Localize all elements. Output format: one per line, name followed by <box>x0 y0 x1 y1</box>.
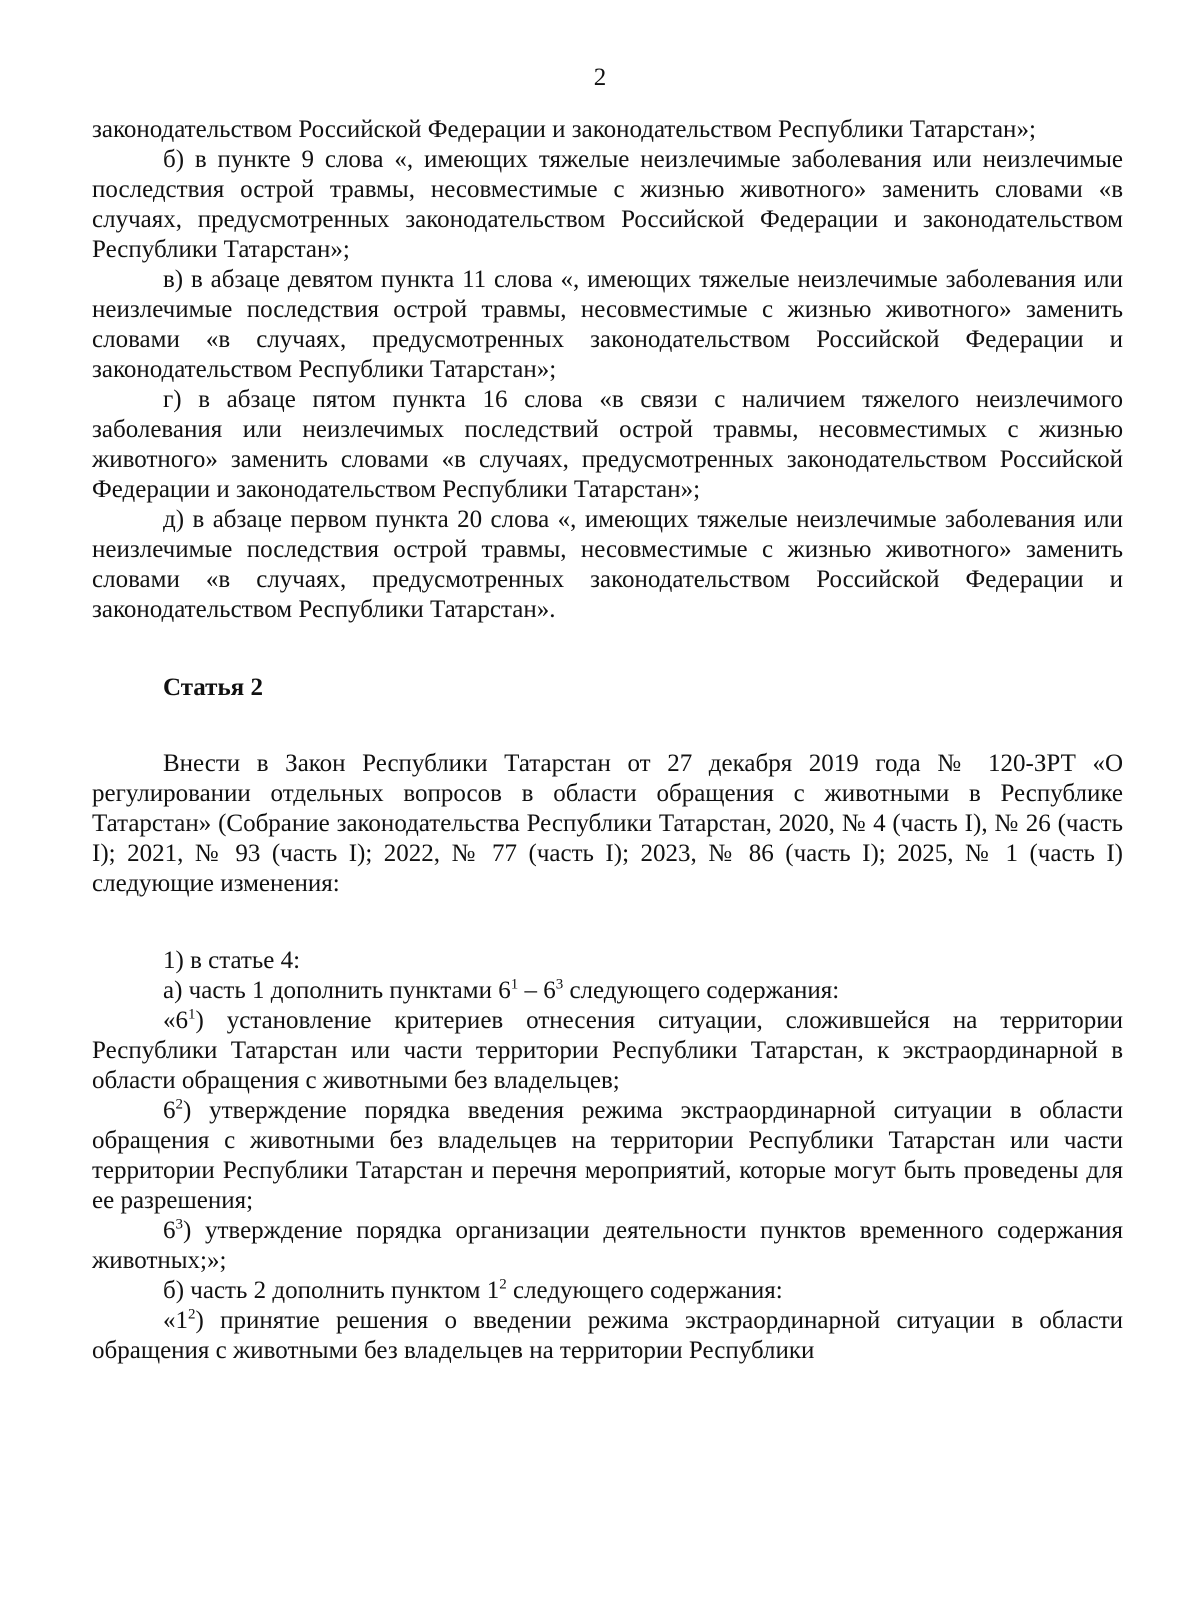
article-heading: Статья 2 <box>163 674 263 701</box>
point-1-2-num: «1 <box>163 1307 188 1334</box>
item-a-post: следующего содержания: <box>563 977 840 1004</box>
paragraph-continuation: законодательством Российской Федерации и законодательством Республики Татарстан»; <box>92 116 1036 143</box>
item-a-sup-1: 1 <box>510 976 519 993</box>
document-body <box>92 115 1123 1366</box>
point-6-1 <box>92 1006 1123 1096</box>
point-6-2-text: ) утверждение порядка введения режима экстраординарной ситуации в области обращения с животными без владельцев на территории Республики Татарстан или части территории Республики Татарстан и перечня мероприятий, которые могут быть проведены для ее разрешения; <box>92 1097 1123 1214</box>
point-6-2 <box>92 1096 1123 1216</box>
item-a-mid: – 6 <box>518 977 556 1004</box>
point-6-1-sup: 1 <box>188 1006 196 1023</box>
point-6-1-text: ) установление критериев отнесения ситуации, сложившейся на территории Республики Татарстан или части территории Республики Татарстан, к экстраординарной в области обращения с животными без владельцев; <box>92 1007 1123 1094</box>
point-6-1-num: «6 <box>163 1007 188 1034</box>
point-6-3-text: ) утверждение порядка организации деятельности пунктов временного содержания животных;»; <box>92 1217 1123 1274</box>
item-b <box>92 1276 1123 1306</box>
paragraph-subitem-d: д) в абзаце первом пункта 20 слова «, имеющих тяжелые неизлечимые заболевания или неизлечимые последствия острой травмы, несовместимые с жизнью животного» заменить словами «в случаях, предусмотренных законодательством Российской Федерации и законодательством Республики Татарстан». <box>92 506 1123 623</box>
point-1-2-text: ) принятие решения о введении режима экстраординарной ситуации в области обращения с животными без владельцев на территории Республики <box>92 1307 1123 1364</box>
item-b-text: б) часть 2 дополнить пунктом 1 <box>163 1277 500 1304</box>
paragraph-subitem-g: г) в абзаце пятом пункта 16 слова «в связи с наличием тяжелого неизлечимого заболевания или неизлечимых последствий острой травмы, несовместимых с жизнью животного» заменить словами «в случаях, предусмотренных законодательством Российской Федерации и законодательством Республики Татарстан»; <box>92 386 1123 503</box>
paragraph-subitem-v: в) в абзаце девятом пункта 11 слова «, имеющих тяжелые неизлечимые заболевания или неизлечимые последствия острой травмы, несовместимые с жизнью животного» заменить словами «в случаях, предусмотренных законодательством Российской Федерации и законодательством Республики Татарстан»; <box>92 266 1123 383</box>
point-1-2 <box>92 1306 1123 1366</box>
point-6-3-sup: 3 <box>175 1216 183 1233</box>
page-number: 2 <box>593 64 607 91</box>
item-a-text: а) часть 1 дополнить пунктами 6 <box>163 977 511 1004</box>
item-1: 1) в статье 4: <box>163 947 301 974</box>
item-b-post: следующего содержания: <box>506 1277 783 1304</box>
spacer <box>92 899 1123 946</box>
item-a-sup-2: 3 <box>555 976 564 993</box>
point-6-2-num: 6 <box>163 1097 176 1124</box>
point-1-2-sup: 2 <box>188 1306 196 1323</box>
article-intro: Внести в Закон Республики Татарстан от 27 декабря 2019 года № 120-ЗРТ «О регулировании отдельных вопросов в области обращения с животными в Республике Татарстан» (Собрание законодательства Республики Татарстан, 2020, № 4 (часть I), № 26 (часть I); 2021, № 93 (часть I); 2022, № 77 (часть I); 2023, № 86 (часть I); 2025, № 1 (часть I) следующие изменения: <box>92 750 1123 897</box>
point-6-2-sup: 2 <box>175 1096 183 1113</box>
point-6-3 <box>92 1216 1123 1276</box>
item-b-sup: 2 <box>499 1276 507 1293</box>
paragraph-subitem-b: б) в пункте 9 слова «, имеющих тяжелые неизлечимые заболевания или неизлечимые последствия острой травмы, несовместимые с жизнью животного» заменить словами «в случаях, предусмотренных законодательством Российской Федерации и законодательством Республики Татарстан»; <box>92 146 1123 263</box>
point-6-3-num: 6 <box>163 1217 176 1244</box>
item-a <box>92 976 1123 1006</box>
